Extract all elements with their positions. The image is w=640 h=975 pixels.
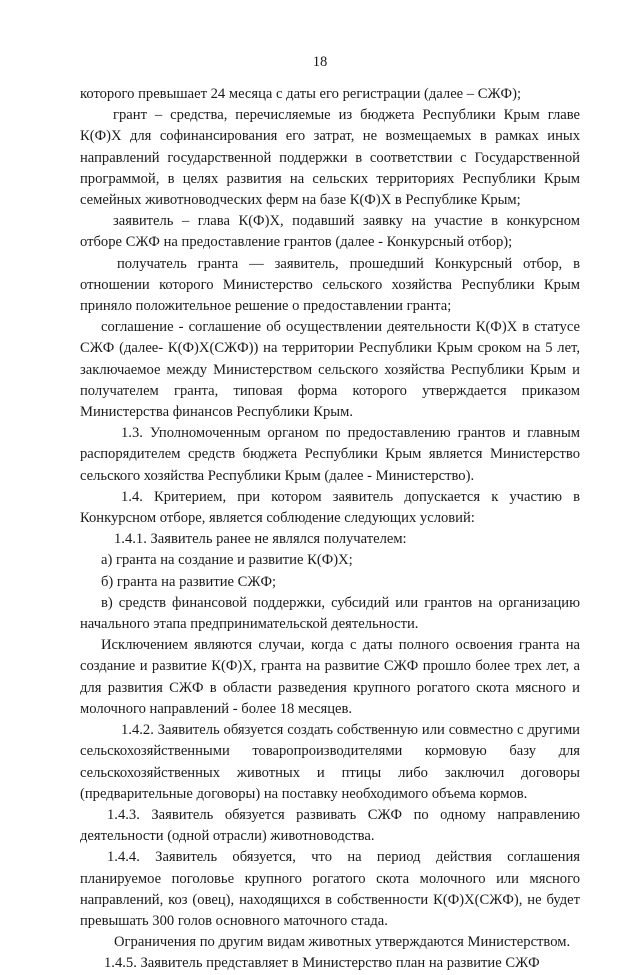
document-body bbox=[80, 84, 580, 975]
list-item-b: б) гранта на развитие СЖФ; bbox=[101, 573, 277, 590]
list-item-c: в) средств финансовой поддержки, субсидий или грантов на организацию начального этапа предпринимательской деятельности. bbox=[80, 594, 580, 633]
paragraph-agreement-definition: соглашение - соглашение об осуществлении деятельности К(Ф)Х в статусе СЖФ (далее- К(Ф)Х(СЖФ)) на территории Республики Крым сроком на 5 лет, заключаемое между Министерством сельского хозяйства Республики Крым и получателем гранта, типовая форма которого утверждается приказом Министерства финансов Республики Крым. bbox=[80, 319, 580, 421]
paragraph-exception: Исключением являются случаи, когда с даты полного освоения гранта на создание и развитие К(Ф)Х, гранта на развитие СЖФ прошло более трех лет, а для развития СЖФ в области разведения крупного рогатого скота мясного и молочного направлений - более 18 месяцев. bbox=[80, 637, 580, 717]
paragraph-continuation: которого превышает 24 месяца с даты его регистрации (далее – СЖФ); bbox=[80, 86, 521, 102]
paragraph-grant-definition: грант – средства, перечисляемые из бюджета Республики Крым главе К(Ф)Х для софинансирования его затрат, не возмещаемых в рамках иных направлений государственной поддержки в соответствии с Государственной программой, в целях развития на сельских территориях Республики Крым семейных животноводческих ферм на базе К(Ф)Х в Республике Крым; bbox=[80, 107, 580, 209]
page-number: 18 bbox=[312, 54, 328, 70]
paragraph-1-4-1: 1.4.1. Заявитель ранее не являлся получателем: bbox=[114, 531, 407, 548]
paragraph-1-4-2: 1.4.2. Заявитель обязуется создать собственную или совместно с другими сельскохозяйственными товаропроизводителями кормовую базу для сельскохозяйственных животных и птицы либо заключил договоры (предварительные договоры) на поставку необходимого объема кормов. bbox=[80, 722, 580, 802]
paragraph-1-4-4: 1.4.4. Заявитель обязуется, что на период действия соглашения планируемое поголовье крупного рогатого скота молочного или мясного направлений, коз (овец), находящихся в собственности К(Ф)Х(СЖФ), не будет превышать 300 голов основного маточного стада. bbox=[80, 849, 580, 929]
paragraph-1-4-5: 1.4.5. Заявитель представляет в Министерство план на развитие СЖФ bbox=[104, 955, 540, 972]
paragraph-recipient-definition: получатель гранта — заявитель, прошедший Конкурсный отбор, в отношении которого Министерство сельского хозяйства Республики Крым приняло положительное решение о предоставлении гранта; bbox=[80, 255, 580, 315]
list-item-a: а) гранта на создание и развитие К(Ф)Х; bbox=[101, 552, 353, 569]
paragraph-1-3: 1.3. Уполномоченным органом по предоставлению грантов и главным распорядителем средств бюджета Республики Крым является Министерство сельского хозяйства Республики Крым (далее - Министерство). bbox=[80, 425, 580, 484]
paragraph-applicant-definition: заявитель – глава К(Ф)Х, подавший заявку на участие в конкурсном отборе СЖФ на предоставление грантов (далее - Конкурсный отбор); bbox=[80, 213, 580, 251]
paragraph-1-4-3: 1.4.3. Заявитель обязуется развивать СЖФ по одному направлению деятельности (одной отрасли) животноводства. bbox=[80, 806, 580, 845]
paragraph-1-4: 1.4. Критерием, при котором заявитель допускается к участию в Конкурсном отборе, является соблюдение следующих условий: bbox=[80, 488, 580, 527]
paragraph-restrictions: Ограничения по другим видам животных утверждаются Министерством. bbox=[114, 934, 571, 951]
